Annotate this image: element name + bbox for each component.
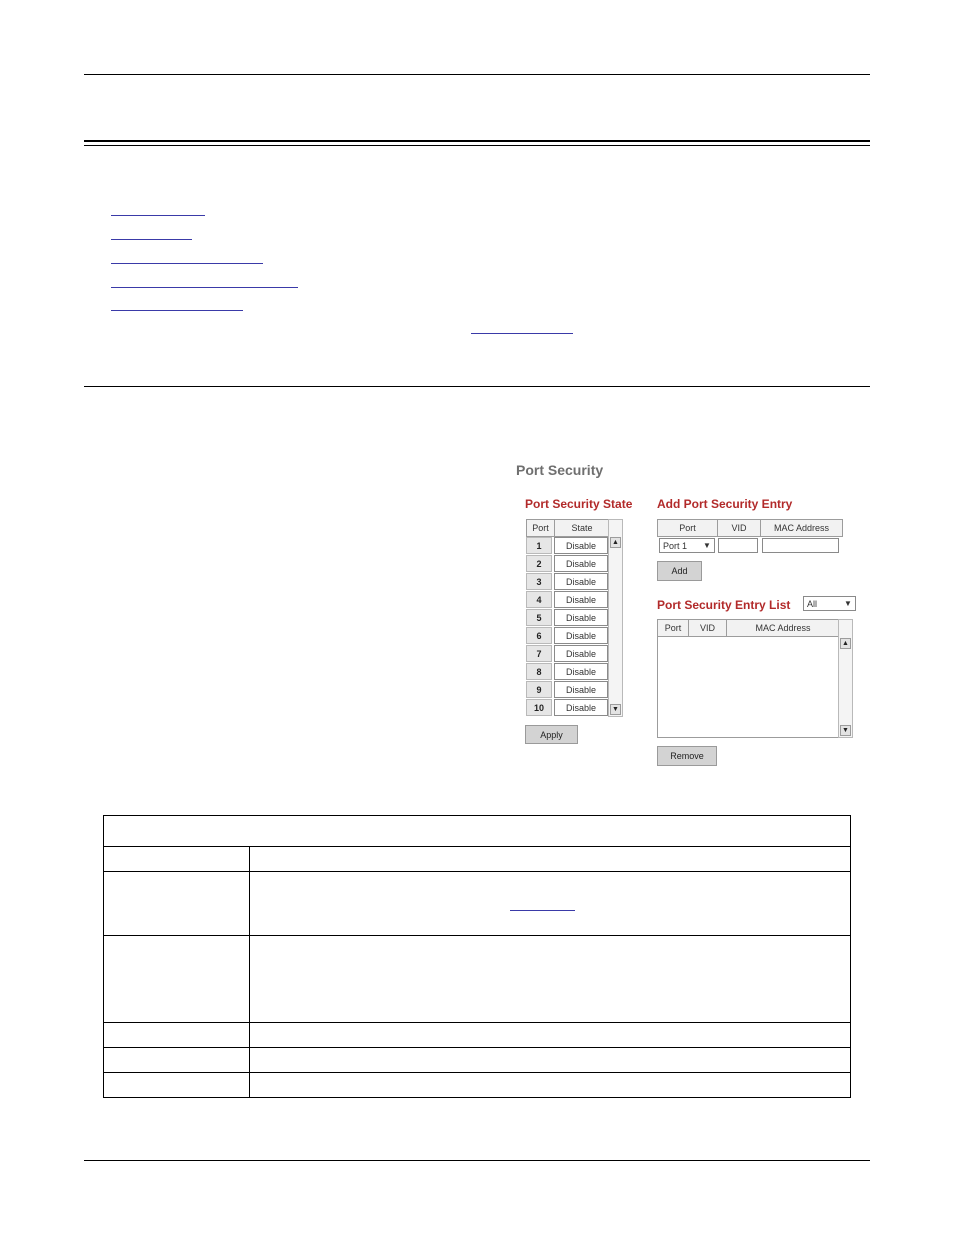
port-state-select[interactable]: Disable: [554, 591, 608, 608]
state-scrollbar[interactable]: [608, 519, 623, 717]
toc-link-4[interactable]: [111, 287, 298, 288]
port-number: 9: [526, 681, 552, 698]
state-col-state: State: [571, 523, 593, 533]
scroll-down-icon[interactable]: ▼: [840, 725, 851, 736]
toc-link-2[interactable]: [111, 239, 192, 240]
port-state-select[interactable]: Disable: [554, 627, 608, 644]
mac-address-input[interactable]: [762, 538, 839, 553]
table-divider: [103, 846, 851, 847]
add-col-mac: MAC Address: [773, 523, 830, 533]
table-divider: [103, 871, 851, 872]
chevron-down-icon[interactable]: ▼: [703, 541, 711, 550]
port-number: 6: [526, 627, 552, 644]
section-divider: [84, 386, 870, 387]
port-security-title: Port Security: [516, 462, 604, 478]
toc-link-1[interactable]: [111, 215, 205, 216]
port-number: 5: [526, 609, 552, 626]
table-row: [526, 645, 608, 662]
add-entry-header: [657, 519, 843, 537]
toc-link-6[interactable]: [471, 333, 573, 334]
entry-list-filter-select[interactable]: [803, 596, 856, 611]
table-divider: [103, 1022, 851, 1023]
port-state-select[interactable]: Disable: [554, 537, 608, 554]
state-col-port: Port: [527, 520, 555, 536]
port-number: 7: [526, 645, 552, 662]
list-col-mac: MAC Address: [755, 623, 811, 633]
chevron-down-icon[interactable]: ▼: [844, 599, 852, 608]
port-number: 10: [526, 699, 552, 716]
add-col-vid: VID: [718, 520, 761, 536]
scroll-down-icon[interactable]: ▼: [610, 704, 621, 715]
table-row: [526, 699, 608, 716]
port-number: 1: [526, 537, 552, 554]
port-state-select[interactable]: Disable: [554, 663, 608, 680]
table-row: [526, 681, 608, 698]
add-col-port: Port: [658, 520, 718, 536]
port-number: 4: [526, 591, 552, 608]
table-column-divider: [249, 846, 250, 1098]
port-select-value: Port 1: [663, 540, 688, 551]
port-number: 8: [526, 663, 552, 680]
scroll-up-icon[interactable]: ▲: [840, 638, 851, 649]
table-row: [526, 627, 608, 644]
state-table-header: [526, 519, 610, 537]
table-divider: [103, 1047, 851, 1048]
table-row: [526, 555, 608, 572]
section-rule-thick: [84, 140, 870, 142]
section-rule-thin: [84, 145, 870, 146]
add-entry-title: Add Port Security Entry: [657, 497, 793, 511]
table-divider: [103, 1072, 851, 1073]
entry-list-filter-value: All: [807, 598, 818, 609]
port-state-select[interactable]: Disable: [554, 609, 608, 626]
entry-list-header: [657, 619, 840, 637]
table-link[interactable]: [510, 910, 575, 911]
toc-link-5[interactable]: [111, 310, 243, 311]
header-rule: [84, 74, 870, 75]
port-number: 3: [526, 573, 552, 590]
port-state-select[interactable]: Disable: [554, 573, 608, 590]
description-table: [103, 815, 851, 1098]
table-divider: [103, 935, 851, 936]
table-row: [526, 591, 608, 608]
remove-button[interactable]: Remove: [657, 746, 717, 766]
add-button[interactable]: Add: [657, 561, 702, 581]
footer-rule: [84, 1160, 870, 1161]
list-col-vid: VID: [689, 620, 727, 636]
port-state-select[interactable]: Disable: [554, 555, 608, 572]
apply-button[interactable]: Apply: [525, 725, 578, 744]
table-row: [526, 537, 608, 554]
list-col-port: Port: [658, 620, 689, 636]
entry-list-scrollbar[interactable]: [838, 619, 853, 738]
port-state-select[interactable]: Disable: [554, 645, 608, 662]
toc-link-3[interactable]: [111, 263, 263, 264]
port-select[interactable]: [659, 538, 715, 553]
port-security-state-title: Port Security State: [525, 497, 633, 511]
vid-input[interactable]: [718, 538, 758, 553]
port-state-select[interactable]: Disable: [554, 699, 608, 716]
table-row: [526, 573, 608, 590]
scroll-up-icon[interactable]: ▲: [610, 537, 621, 548]
table-row: [526, 609, 608, 626]
port-state-select[interactable]: Disable: [554, 681, 608, 698]
port-number: 2: [526, 555, 552, 572]
entry-list-title: Port Security Entry List: [657, 598, 791, 612]
table-row: [526, 663, 608, 680]
